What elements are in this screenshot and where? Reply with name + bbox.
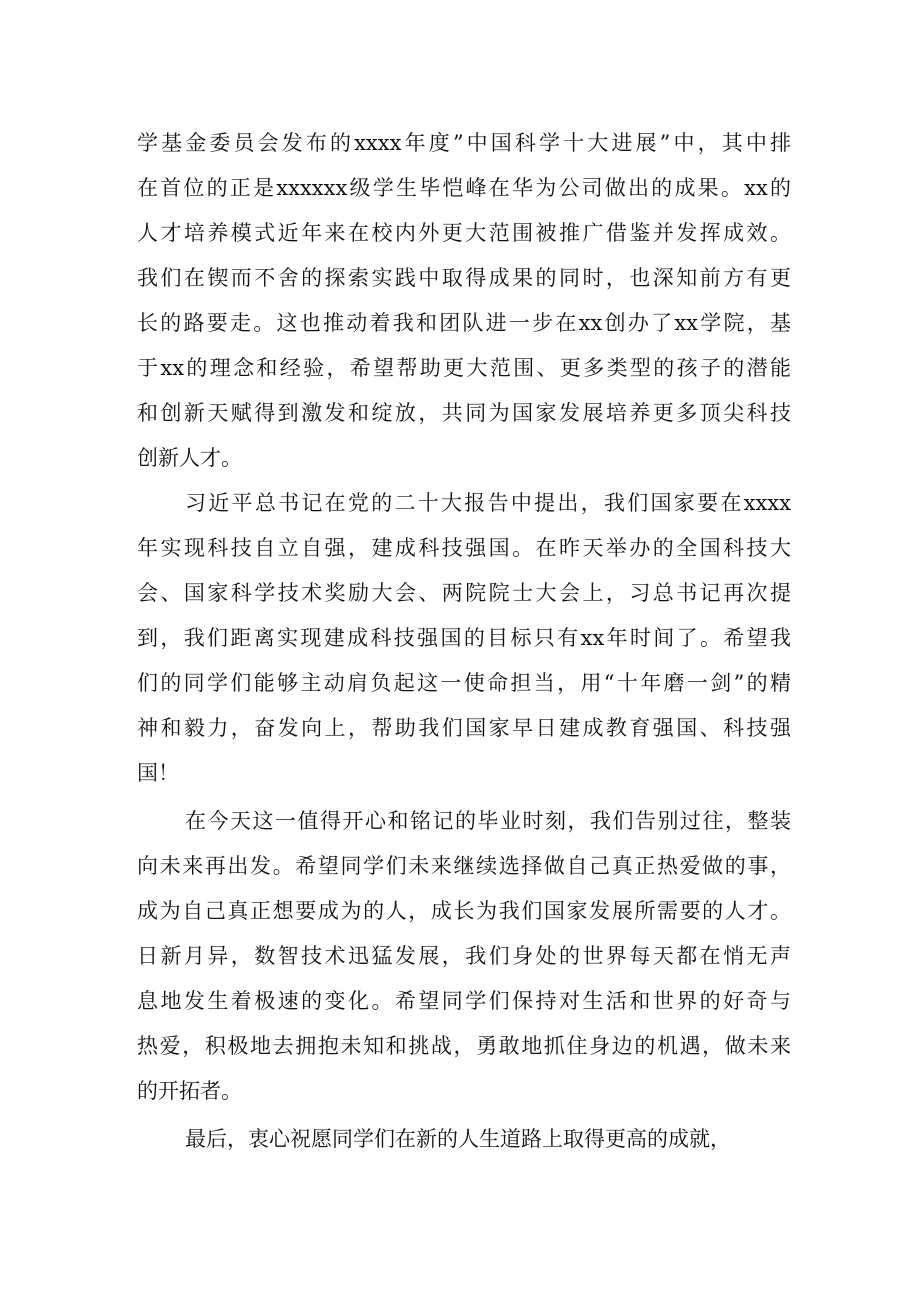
- paragraph-first-line: 最后，衷心祝愿同学们在新的人生道路上取得更高的成就，: [185, 1127, 731, 1151]
- text-line: 热爱，积极地去拥抱未知和挑战，勇敢地抓住身边的机遇，做未来: [137, 1034, 791, 1058]
- text-line: 神和毅力，奋发向上，帮助我们国家早日建成教育强国、科技强: [137, 716, 791, 740]
- paragraph-first-line: 在今天这一值得开心和铭记的毕业时刻，我们告别过往，整装: [185, 809, 791, 833]
- text-line: 和创新天赋得到激发和绽放，共同为国家发展培养更多顶尖科技: [137, 401, 791, 425]
- text-line: 向未来再出发。希望同学们未来继续选择做自己真正热爱做的事，: [137, 854, 791, 878]
- text-line: 的开拓者。: [137, 1079, 242, 1103]
- text-line: 国！: [137, 761, 179, 785]
- text-line: 我们在锲而不舍的探索实践中取得成果的同时，也深知前方有更: [137, 266, 791, 290]
- text-line: 于xx的理念和经验，希望帮助更大范围、更多类型的孩子的潜能: [137, 356, 791, 380]
- paragraph-first-line: 习近平总书记在党的二十大报告中提出，我们国家要在xxxx: [185, 491, 791, 515]
- text-line: 在首位的正是xxxxxx级学生毕恺峰在华为公司做出的成果。xx的: [137, 176, 791, 200]
- text-line: 学基金委员会发布的xxxx年度”中国科学十大进展”中，其中排: [137, 131, 791, 155]
- text-line: 人才培养模式近年来在校内外更大范围被推广借鉴并发挥成效。: [137, 221, 791, 245]
- text-line: 长的路要走。这也推动着我和团队进一步在xx创办了xx学院，基: [137, 311, 791, 335]
- text-line: 日新月异，数智技术迅猛发展，我们身处的世界每天都在悄无声: [137, 944, 791, 968]
- text-line: 会、国家科学技术奖励大会、两院院士大会上，习总书记再次提: [137, 581, 791, 605]
- text-line: 息地发生着极速的变化。希望同学们保持对生活和世界的好奇与: [137, 989, 791, 1013]
- text-line: 们的同学们能够主动肩负起这一使命担当，用“十年磨一剑”的精: [137, 671, 791, 695]
- text-line: 年实现科技自立自强，建成科技强国。在昨天举办的全国科技大: [137, 536, 791, 560]
- text-line: 到，我们距离实现建成科技强国的目标只有xx年时间了。希望我: [137, 626, 791, 650]
- text-line: 创新人才。: [137, 446, 242, 470]
- text-line: 成为自己真正想要成为的人，成长为我们国家发展所需要的人才。: [137, 899, 791, 923]
